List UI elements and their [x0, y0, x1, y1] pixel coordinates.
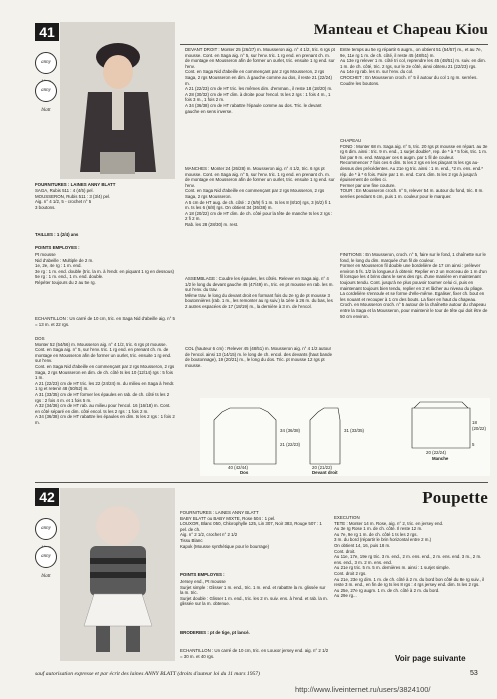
poupette-echantillon: ECHANTILLON : Un carré de 10 cm, tric. en Louxor jersey end. aig. n° 2 1/2 = 30 m. et 40 rgs.: [180, 648, 330, 659]
voir-page-suivante: Voir page suivante: [395, 654, 466, 663]
devant-diagram-label: Devant droit: [312, 470, 338, 475]
section-divider: [35, 482, 488, 483]
manches-instructions: MANCHES : Monter 24 (26/28) m. Mousseron aig. n° 4 1/2, tric. 6 rgs pt mousse. Cont. en Saga aig. n° 5, sur l'env. tric. 1 rg end. en prenant ch. m. de montage en Mousseron afin de former un ourlet, tric. ensuite 1 rg end. sur l'env. Cont. en Saga Nid d'abeille en commençant par 2 rgs Mousseron, 2 rgs Saga, 2 rgs Mousseron. A 5 cm de HT aug. de ch. côté : 2 (5/9) fi 1 m. ts les 8 (8/10) rgs, 3 (6/2) fi 1 m. ts les 6 (6/8) rgs. On obtient 34 (36/38) m. A 18 (20/22) cm de HT dim. de ch. côté pour la tête de manche ts les 2 rgs : 2 fi 2 m. Rab. les 28 (28/30) m. rest.: [185, 166, 335, 227]
anny-blatt-logo: anny blatt: [35, 546, 57, 568]
page-number: 53: [470, 670, 478, 677]
height-label: 18 (20/22): [472, 420, 486, 431]
height-label: 34 (36/38): [280, 428, 301, 433]
echantillon: ECHANTILLON : Un carré de 10 cm, tric. en Saga Nid d'abeille aig. n° 5 = 13 m. et 22 rgs.: [35, 316, 177, 327]
pattern-number-42: 42: [35, 488, 59, 506]
points-heading: POINTS EMPLOYES :: [35, 245, 80, 250]
pattern-number-41: 41: [35, 23, 59, 41]
poupette-execution: EXECUTION TETE : Monter 14 m. Rose, aig. n° 2, tric. en jersey end. Au 3e rg Rose 1 m. de ch. côté. Il reste 12 m. Au 7e, 9e rg 1 m. de ch. côté 1 ts les 2 rgs. 3 m. du bord (répartir le brin horizontal entre 2 m.) On obtient 14, 16, puis 18 m. Cont. droit. Au 11e, 17e, 19e rg tric. 3 m. end., 2 m. ens. end., 2 m. ens. end. 3 m., 2 m. ens. end., 3 m. 2 m. ens. end. Au 21e rg tric. 5 m. 5 m. dernières m. ainsi : 1 surjet simple. Cont. droit 2 rgs. Au 21e, 23e rg dim. 1 m. de ch. côté à 2 m. du bord bon côté du 8e rg suiv., il reste 3 m. end., en fin de rg ts les 8 rgs : 4 rgs jersey end. dim. ts les 2 rgs. Au 25e, 27e rg augm. 1 m. de ch. côté à 2 m. du bord. Au 29e rg...: [334, 515, 485, 599]
footer-copyright: sauf autorisation expresse et par écrit des laines ANNY BLATT (droits d'auteur loi du 11 mars 1957): [35, 671, 260, 677]
fournitures-list: SAGA, Rubis 511 : 4 (4/5) pel. MOUSSERON, Rubis 511 : 3 (3/4) pel. Aig. n° 4 1/2, 5 - crochet n° 5 3 boutons.: [35, 188, 111, 210]
devant-width-label: 20 (21/22): [312, 465, 333, 470]
dos-instructions: DOS Monter 52 (54/56) m. Mousseron aig. n° 4 1/2, tric. 6 rgs pt mousse. Cont. en Saga aig. n° 5, sur l'env. tric. 1 rg end. en prenant ch. m. de montage en Mousseron afin de former un ourlet, tric. ensuite 1 rg end. sur l'env. Cont. en Saga Nid d'abeille en commençant par 2 rgs Mousseron, 2 rgs Saga, 2 rgs Mousseron en dim. de ch. côté ts les 10 (12/14) rgs : 5 fois 1 m. A 21 (22/23) cm de HT tric. les 22 (24/24) m. du milieu en Saga à l'endr. 1 rg et retenir 48 (50/52) m. A 31 (33/35) cm de HT former les épaules en rab. de ch. côté ts les 2 rgs : 2 fois 4 m. et 1 fois 5 m. A 32 (34/36) cm de HT rab. au milieu pour l'encol. 16 (16/18) m. Cont. en côté séparé en dim. côté encol. ts les 2 rgs : 1 fois 2 m. A 34 (36/38) cm de HT rabattre les épaules en dim. ts les 2 rgs : 1 fois 2 m.: [35, 336, 175, 425]
height-label: 5: [472, 442, 475, 447]
finitions-instructions: FINITIONS : En Mousseron, croch. n° 5, faire sur le fond, 1 chaînette sur le fond, le long du dim. marquée d'un fil de couleur. Former en Mousseron fil double une bordelière de 17 cm ainsi : prélever environ 5 fs. 1/2 la longueur à obtenir. Replier en 2 un morceau de 1 m d'un fil lorsque les 4 brins dans le sens des rgs. d'une manière en maintenant toujours tendu. Cont. jusqu'à ne plus pouvoir tourner celui ci, puis en maintenant toujours bien tendu, replier en 2 et lâcher au niveau du pliage. La cordelière s'enroule et se forme d'elle-même. Egaliser, fixer ch. bout en les nouant et recouper à 1 cm des bouts. La fixer en haut du chapeau. Croch. en Mousseron croch. n° 5 autour de la chaînette autour du chapeau entre la Saga et la Mousseron, pour maintenir le tour de tête qui doit être de 50 cm environ.: [340, 252, 488, 319]
manche-width-label: 20 (22/24): [426, 450, 447, 455]
pattern-diagram-area: [200, 398, 490, 476]
col-continued: Entre temps au 5e rg répartir 6 augm., on obtient 51 (54/57) m., et au 7e, 9e, 11e rg 1 m. de ch. côté, il reste 45 (48/51) m. Au 13e rg relever 1 m. côté tri col, reprendre les 45 (48/51) m. suiv. en dim. 1 m. de ch. côté, tric. 2 rgs, sur le 2e côté, ainsi obtenu 21 (22/23) rgs. Au 14e rg rab. les m. sur l'env. du col. CROCHET : En Mousseron croch. n° 5 il autour du col 1 rg m. serrées. Coudre les boutons.: [340, 47, 486, 86]
anny-blatt-logo: anny: [35, 52, 57, 74]
poupette-broderies: BRODERIES : pt de tige, pt lancé.: [180, 630, 250, 635]
points-list: Pt mousse Nid d'abeille : Multiple de 2 m. 1e, 2e, 4e rg : 1 m. end. 3e rg : 1 m. end. double (tric. la m. à l'endr. en piquant 1 rg en dessous) 5e rg : 1 m. end., 1 m. end. double. Répéter toujours du 2 au 5e rg.: [35, 252, 174, 285]
anny-blatt-logo: anny blatt: [35, 80, 57, 102]
fournitures-heading: FOURNITURES : LAINES ANNY BLATT: [35, 182, 116, 187]
poupette-fournitures: FOURNITURES : LAINES ANNY BLATT BABY BLATT ou BABY MIXTE, Rose 504 : 1 pel. LOUXOR, Blanc 050, Chlorophylle 125, Lin 307, Noir 383, Rouge 507 : 1 pel. de ch. Aig. n° 2 1/2, crochet n° 2 1/2 Tissu Blanc Kapok (Mousse synthétique pour le bourrage): [180, 510, 322, 549]
assemblage-instructions: ASSEMBLAGE : Coudre les épaules, les côtés. Relever en Saga aig. n° 4 1/2 le long du devant gauche 45 (47/49) m., tric. en pt mousse en rab. les m. sur l'env. du trav. Même trav. le long du devant droit en formant fois du 2e rg de pt mousse 3 boutonnières (rab. 1 m., les remonter au rg suiv.) la 1ère à 26 m. du bas, les 2 autres espacées de 17 (18/19) m., la dernière à 3 m. de l'encol.: [185, 276, 334, 309]
child-coat-photo: [60, 22, 175, 179]
anny-blatt-logo: anny: [35, 518, 57, 540]
dos-diagram-label: Dos: [240, 470, 249, 475]
devant-droit-instructions: DEVANT DROIT : Monter 25 (26/27) m. Mousseron aig. n° 4 1/2, tric. 6 rgs pt mousse. Cont. en Saga aig. n° 5, sur l'env. tric. 1 rg end. en prenant ch. m. de montage en Mousseron afin de former un ourlet, tric. ensuite 1 rg end. sur l'env. Cont. en Saga Nid d'abeille en commençant par 2 rgs Mousseron, 2 rgs Saga, 2 rgs Mousseron en dim. à gauche comme au dos, il reste 21 (22/24) m. A 21 (22/23) cm de HT tric. les mêmes dim. d'emman., il reste 18 (18/20) m. A 28 (30/32) cm de HT dim. à droite pour l'encol. ts les 2 rgs : 1 fois 4 m., 1 fois 3 m., 1 fois 2 m. A 34 (36/38) cm de HT rabattre l'épaule comme au dos. Tric. le devant gauche en sens inverse.: [185, 47, 335, 114]
tailles: TAILLES : 1 (2/4) ans: [35, 232, 79, 237]
dos-width-label: 40 (42/44): [228, 465, 249, 470]
chapeau-instructions: CHAPEAU FOND : Monter 68 m. Saga aig. n° 5, tric. 20 rgs pt mousse en répart. au 3e rg 6 dim. ainsi : tric. 9 m. end., 1 surjet double*, rep. de * à * 5 fois, tric. 1 m. fair par 9 m. end. Marquer ces 6 augm. par 1 fil de couleur. Recommencer 7 fois ces 6 dim. ts les 2 rgs en les plaçant ts les rgs au-dessus des précédentes. Au 21e rg tric. ainsi : 1 m. end., *2 m. ens. end.* rép. de * à * 6 fois. Faire par 1 m. end. Cont. dim. ts les 2 rgs à jusqu'à épuisement de celles ci. Fermer par une fine couture. TOUR : En Mousseron croch. n° 5, relever 54 m. autour du fond, tric. 8 m. serrées pendant 6 cm, puis 1 m. couleur pour le marquer.: [340, 138, 488, 199]
page-title: Manteau et Chapeau Kiou: [313, 22, 488, 38]
section-42-title: Poupette: [422, 488, 488, 507]
doll-photo: [60, 488, 175, 661]
watermark-url: http://www.liveinternet.ru/users/3824100/: [295, 685, 431, 694]
poupette-points-heading: POINTS EMPLOYES :: [180, 572, 225, 577]
col-instructions: COL (hauteur 6 cm) : Relever 45 (48/51) m. Mousseron aig. n° 4 1/2 autour de l'encol. ainsi 13 (14/15) m. le long de ch. encol. des devants (haut bande de boutonnage), 19 (20/21) m., le long du dos. Tric. pt mousse 12 rgs pt mousse.: [185, 346, 334, 368]
height-label: 31 (33/35): [344, 428, 365, 433]
manche-diagram-label: Manche: [432, 456, 449, 461]
height-label: 21 (22/23): [280, 442, 301, 447]
title-rule: [180, 44, 488, 45]
poupette-points: Jersey end., Pt mousse Surjet simple : Glisser 1 m. end., tric. 1 m. end. et rabattre la m. glissée sur la m. tric. Surjet double : Glisser 1 m. end., tric. les 2 m. suiv. ens. à l'end. et rab. la m. glissée sur la m. obtenue.: [180, 579, 328, 607]
